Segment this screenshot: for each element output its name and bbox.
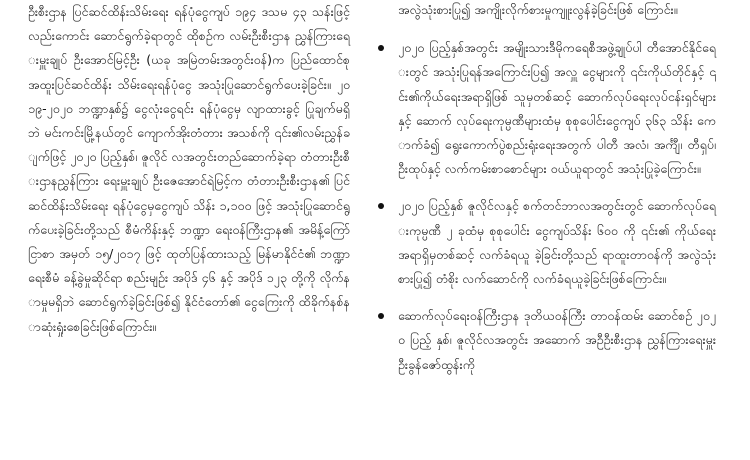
list-item-text: အလွဲသုံးစားပြု၍ အကျိုးလိုက်စားမှုကျူးလွန်ခဲ့ခြင်းဖြစ် ကြောင်း။ [398,2,678,17]
list-item-text: ဆောက်လုပ်ရေးဝန်ကြီးဌာန ဒုတိယဝန်ကြီး တာဝန်ထမ်း ဆောင်စဉ် ၂၀၂၀ ပြည့် နှစ်၊ ဇူလိုင်လအတွင်း အဆောက် အဦဦးစီးဌာန ညွှန်ကြားရေးမှူး ဦးခွန်ဇော်ထွန်းကို [398,308,716,372]
list-item [398,0,716,22]
right-column [398,0,716,377]
bullet-icon [378,203,384,209]
bullet-icon [378,45,384,51]
left-column [28,0,350,339]
list-item [398,36,716,181]
left-paragraph: ဦးစီးဌာန ပြင်ဆင်ထိန်းသိမ်းရေး ရန်ပုံငွေကျပ် ၁၉၄ ဒသမ ၄၃ သန်းဖြင့်လည်းကောင်း ဆောင်ရွက်ခဲ့ရာတွင် ထိုစဉ်က လမ်းဦးစီးဌာန ညွှန်ကြားရေးမှူးချုပ် ဦးအောင်မြင့်ဦး (ယခု အမြဲတမ်းအတွင်းဝန်)က ပြည်ထောင်စု အထူးပြင်ဆင်ထိန်း သိမ်းရေးရန်ပုံငွေ အသုံးပြုဆောင်ရွက်ပေးခဲ့ခြင်း။ ၂၀၁၉-၂၀၂၀ ဘဏ္ဍာနှစ်၌ ငွေလုံးငွေရင်း ရန်ပုံငွေမှ လျာထားခွင့် ပြုချက်မရှိဘဲ မင်းကင်းမြို့နယ်တွင် ကျောက်အိုးတံတား အသစ်ကို ၎င်း၏လမ်းညွှန်ချက်ဖြင့် ၂၀၂၀ ပြည့်နှစ်၊ ဇူလိုင် လအတွင်းတည်ဆောက်ခဲ့ရာ တံတားဦးစီးဌာနညွှန်ကြား ရေးမှူးချုပ် ဦးဇေအောင်ရဲမြင့်က တံတားဦးစီးဌာန၏ ပြင် ဆင်ထိန်းသိမ်းရေး ရန်ပုံငွေမှငွေကျပ် သိန်း ၁,၁၀၀ ဖြင့် အသုံးပြုဆောင်ရွက်ပေးခဲ့ခြင်းတို့သည် စီမံကိန်းနှင့် ဘဏ္ဍာ ရေးဝန်ကြီးဌာန၏ အမိန့်ကြော်ငြာစာ အမှတ် ၁၅/၂၀၁၇ ဖြင့် ထုတ်ပြန်ထားသည့် မြန်မာနိုင်ငံ၏ ဘဏ္ဍာရေးစီမံ ခန့်ခွဲမှုဆိုင်ရာ စည်းမျဉ်း အပိုဒ် ၄၆ နှင့် အပိုဒ် ၁၂၃ တို့ကို လိုက်နာမှုမရှိဘဲ ဆောင်ရွက်ခဲ့ခြင်းဖြစ်၍ နိုင်ငံတော်၏ ငွေကြေးကို ထိခိုက်နစ်နာဆုံးရှုံးစေခြင်းဖြစ်ကြောင်း။ [28,4,350,334]
list-item-text: ၂၀၂၀ ပြည့်နှစ် ဇူလိုင်လနှင့် စက်တင်ဘာလအတွင်းတွင် ဆောက်လုပ်ရေးကုမ္ပဏီ ၂ ခုထံမှ စုစုပေါင်း ငွေကျပ်သိန်း ၆၀၀ ကို ၎င်း၏ ကိုယ်ရေးအရာရှိမှတစ်ဆင့် လက်ခံရယူ ခဲ့ခြင်းတို့သည် ရာထူးတာဝန်ကို အလွဲသုံးစားပြု၍ တံစိုး လက်ဆောင်ကို လက်ခံရယူခဲ့ခြင်းဖြစ်ကြောင်း။ [398,198,716,287]
list-item-text: ၂၀၂၀ ပြည့်နှစ်အတွင်း အမျိုးသားဒီမိုကရေစီအဖွဲ့ချုပ်ပါ တီအောင်နိုင်ရေးတွင် အသုံးပြုရန်အကြောင်းပြ၍ အလှူ ငွေများကို ၎င်းကိုယ်တိုင်နှင့် ၎င်း၏ကိုယ်ရေးအရာရှိဖြစ် သူမှတစ်ဆင့် ဆောက်လုပ်ရေးလုပ်ငန်းရှင်များနှင့် ဆောက် လုပ်ရေးကုမ္ပဏီများထံမှ စုစုပေါင်းငွေကျပ် ၃၆၃ သိန်း ကောက်ခံ၍ ရွေးကောက်ပွဲစည်းရုံးရေးအတွက် ပါတီ အလံ၊ အင်္ကျီ၊ တီရှပ်၊ ဦးထုပ်နှင့် လက်ကမ်းစာစောင်များ ဝယ်ယူရာတွင် အသုံးပြုခဲ့ကြောင်း။ [398,40,716,177]
bullet-icon [378,313,384,319]
list-item [398,304,716,377]
list-item [398,194,716,291]
